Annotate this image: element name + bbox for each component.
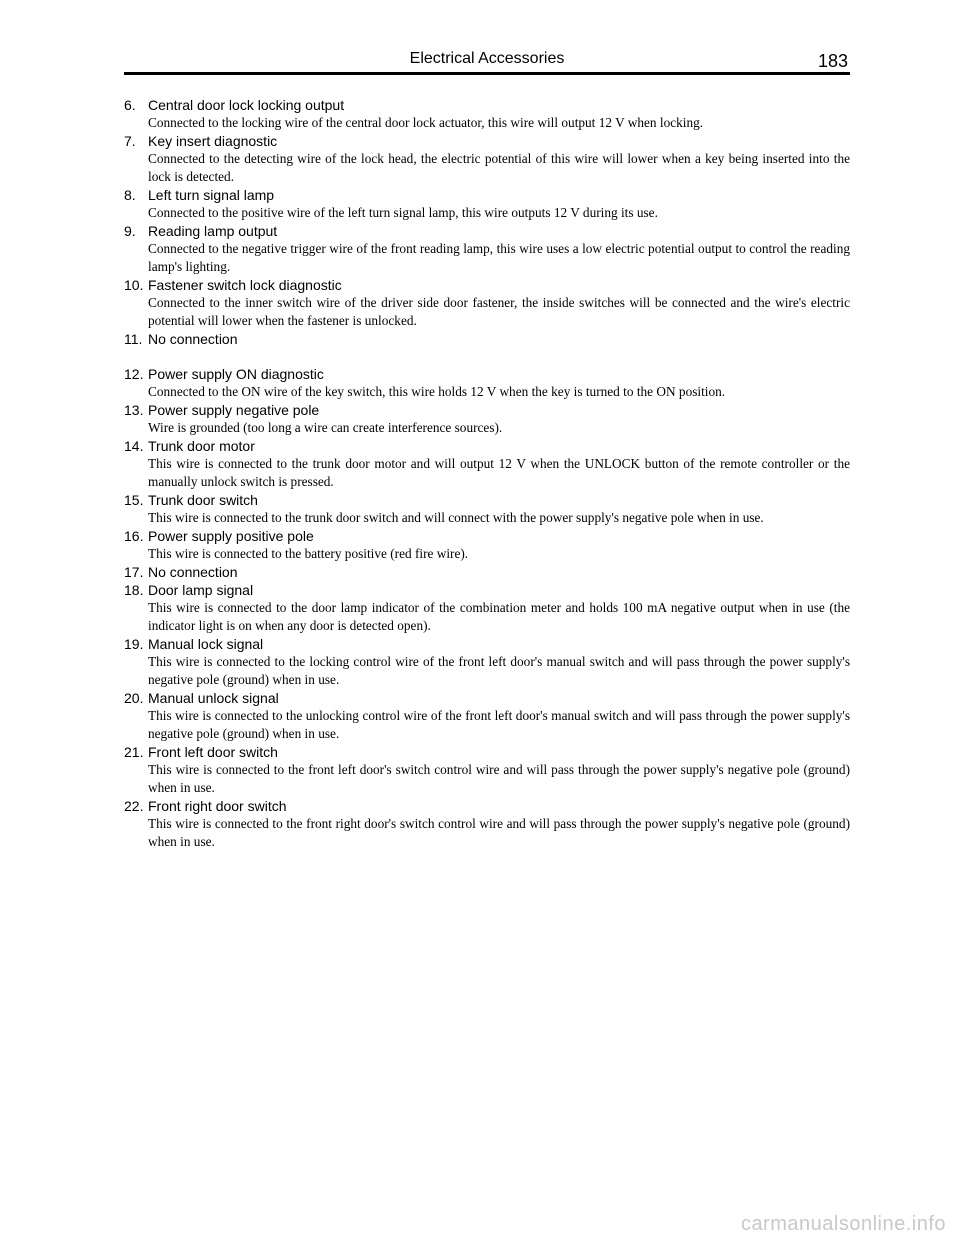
item-number: 6. (124, 97, 136, 113)
list-item (124, 743, 850, 797)
item-number: 16. (124, 528, 144, 544)
item-number: 15. (124, 492, 144, 508)
item-title (124, 222, 850, 240)
list-item (124, 563, 850, 581)
item-heading: Power supply ON diagnostic (148, 366, 324, 382)
list-item (124, 437, 850, 491)
page-title: Electrical Accessories (409, 50, 565, 67)
item-description: Wire is grounded (too long a wire can create interference sources). (148, 420, 503, 435)
list-item (124, 689, 850, 743)
item-number: 19. (124, 636, 144, 652)
item-heading: Door lamp signal (148, 582, 254, 598)
item-number: 8. (124, 187, 136, 203)
item-title (124, 276, 850, 294)
item-number: 12. (124, 366, 144, 382)
item-heading: Key insert diagnostic (148, 133, 278, 149)
item-description: This wire is connected to the door lamp indicator of the combination meter and holds 100 mA negative output when in use (the indicator light is on when any door is detected open). (148, 600, 850, 633)
item-title (124, 581, 850, 599)
page-number: 183 (817, 51, 848, 71)
item-description: Connected to the negative trigger wire of the front reading lamp, this wire uses a low electric potential output to control the reading lamp's lighting. (148, 241, 850, 274)
item-title (124, 491, 850, 509)
item-number: 17. (124, 564, 144, 580)
item-heading: Power supply positive pole (148, 528, 314, 544)
item-description: This wire is connected to the front left door's switch control wire and will pass through the power supply's negative pole (ground) when in use. (148, 762, 850, 795)
list-item (124, 797, 850, 851)
item-heading: Trunk door switch (148, 492, 258, 508)
item-heading: Power supply negative pole (148, 402, 320, 418)
list-item (124, 527, 850, 563)
item-heading: Front left door switch (148, 744, 278, 760)
item-description: This wire is connected to the battery positive (red fire wire). (148, 546, 469, 561)
item-number: 11. (124, 331, 143, 347)
item-heading: Central door lock locking output (148, 97, 345, 113)
item-heading: Manual unlock signal (148, 690, 279, 706)
list-item (124, 222, 850, 276)
item-heading: Front right door switch (148, 798, 287, 814)
item-number: 10. (124, 277, 144, 293)
item-description: Connected to the detecting wire of the lock head, the electric potential of this wire will lower when a key being inserted into the lock is detected. (148, 151, 850, 184)
item-description: Connected to the positive wire of the left turn signal lamp, this wire outputs 12 V during its use. (148, 205, 658, 220)
list-item (124, 186, 850, 222)
item-number: 7. (124, 133, 136, 149)
item-number: 14. (124, 438, 144, 454)
item-title (124, 743, 850, 761)
item-title (124, 797, 850, 815)
item-title (124, 437, 850, 455)
item-heading: No connection (148, 564, 238, 580)
list-item (124, 365, 850, 401)
item-title (124, 186, 850, 204)
list-item (124, 330, 850, 348)
list-item (124, 491, 850, 527)
item-number: 21. (124, 744, 144, 760)
item-description: This wire is connected to the trunk door motor and will output 12 V when the UNLOCK button of the remote controller or the manually unlock switch is pressed. (148, 456, 850, 489)
watermark: carmanualsonline.info (740, 1213, 946, 1235)
item-description: This wire is connected to the unlocking control wire of the front left door's manual switch and will pass through the power supply's negative pole (ground) when in use. (148, 708, 850, 741)
item-title (124, 689, 850, 707)
item-number: 18. (124, 582, 144, 598)
item-title (124, 563, 850, 581)
item-description: This wire is connected to the locking control wire of the front left door's manual switch and will pass through the power supply's negative pole (ground) when in use. (148, 654, 850, 687)
item-number: 9. (124, 223, 136, 239)
item-title (124, 365, 850, 383)
item-heading: Left turn signal lamp (148, 187, 275, 203)
item-title (124, 401, 850, 419)
item-heading: No connection (148, 331, 238, 347)
item-title (124, 635, 850, 653)
item-heading: Trunk door motor (148, 438, 255, 454)
list-item (124, 132, 850, 186)
item-title (124, 96, 850, 114)
page-header (124, 48, 850, 76)
list-item (124, 635, 850, 689)
list-item (124, 581, 850, 635)
item-description: Connected to the inner switch wire of the driver side door fastener, the inside switches will be connected and the wire's electric potential will lower when the fastener is unlocked. (148, 295, 850, 328)
header-rule (124, 72, 850, 75)
pin-description-list (124, 96, 850, 851)
item-number: 22. (124, 798, 144, 814)
item-number: 20. (124, 690, 144, 706)
item-heading: Manual lock signal (148, 636, 264, 652)
item-description: This wire is connected to the front right door's switch control wire and will pass through the power supply's negative pole (ground) when in use. (148, 816, 850, 849)
item-heading: Fastener switch lock diagnostic (148, 277, 342, 293)
item-description: Connected to the locking wire of the central door lock actuator, this wire will output 12 V when locking. (148, 115, 704, 130)
list-item (124, 401, 850, 437)
item-description: This wire is connected to the trunk door switch and will connect with the power supply's negative pole when in use. (148, 510, 764, 525)
item-heading: Reading lamp output (148, 223, 278, 239)
item-title (124, 330, 850, 348)
item-title (124, 527, 850, 545)
item-number: 13. (124, 402, 144, 418)
list-item (124, 96, 850, 132)
item-description: Connected to the ON wire of the key switch, this wire holds 12 V when the key is turned to the ON position. (148, 384, 726, 399)
item-title (124, 132, 850, 150)
list-item (124, 276, 850, 330)
